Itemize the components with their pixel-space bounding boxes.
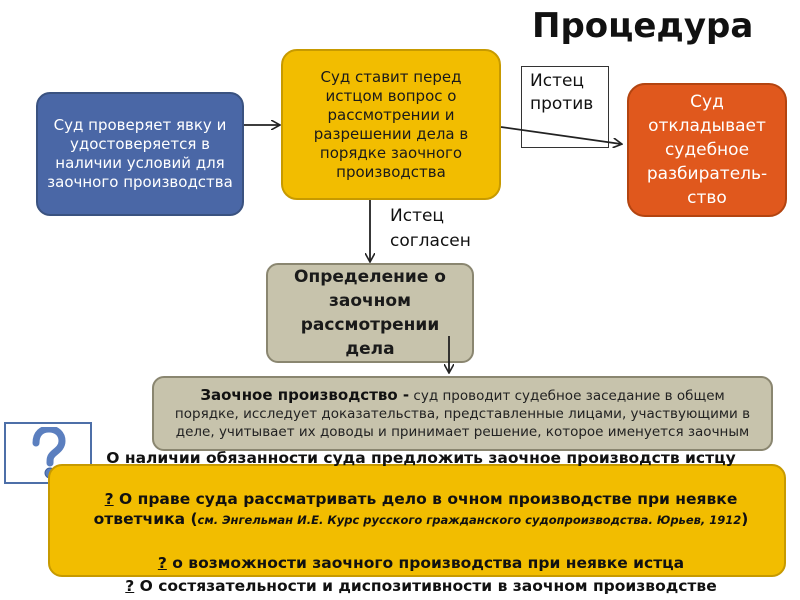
- label-plaintiff-agrees-text: Истец согласен: [390, 206, 471, 251]
- question-1-text: О наличии обязанности суда предложить заочное производств истцу: [106, 449, 736, 467]
- question-2-mark: ?: [104, 490, 114, 508]
- question-2-text: О праве суда рассматривать дело в очном производстве при неявке ответчика (: [93, 490, 738, 528]
- question-3-text: о возможности заочного производства при неявке истца: [166, 554, 685, 572]
- node-court-checks-text: Суд проверяет явку и удостоверяется в наличии условий для заочного производства: [47, 116, 233, 191]
- node-court-asks-text: Суд ставит перед истцом вопрос о рассмотрении и разрешении дела в порядке заочного производства: [313, 67, 469, 181]
- question-2-reference: см. Энгельман И.Е. Курс русского гражданского судопроизводства. Юрьев, 1912: [197, 513, 742, 527]
- question-4-text: О состязательности и диспозитивности в заочном производстве: [134, 577, 717, 595]
- question-4-mark: ?: [125, 577, 135, 595]
- arrow-ask-to-postpone: [501, 127, 621, 144]
- node-plaintiff-against-text: Истец против: [530, 71, 594, 114]
- definition-term: Заочное производство -: [200, 386, 410, 404]
- node-court-postpones-text: Суд откладывает судебное разбиратель-ство: [646, 92, 768, 208]
- question-3-mark: ?: [157, 554, 167, 572]
- node-determination-text: Определение о заочном рассмотрении дела: [294, 267, 446, 359]
- question-2-close: ): [741, 510, 749, 528]
- page-title: Процедура: [532, 6, 754, 46]
- definition-text: суд проводит судебное заседание в общем порядке, исследует доказательства, представленные лицами, участвующими в деле, учитывает их доводы и принимает решение, которое именуется заочным: [174, 388, 751, 440]
